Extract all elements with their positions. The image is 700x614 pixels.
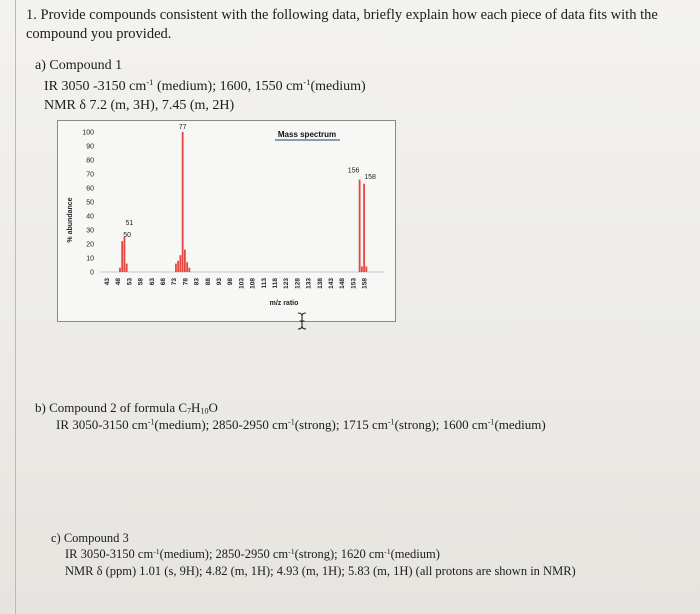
peak-label: 50	[123, 232, 132, 240]
x-tick-label: 133	[305, 278, 313, 289]
spectrum-peak	[359, 180, 361, 272]
spectrum-peak	[124, 237, 126, 272]
spectrum-peak	[365, 266, 367, 272]
part-b-label: b) Compound 2 of formula $C_7H_{10}O$	[35, 400, 218, 416]
x-tick-label: 43	[104, 278, 111, 286]
part-b-ir: IR 3050-3150 $cm^{-1}(medium)$; 2850-2950 $cm^{-1}(strong)$; 1715 $cm^{-1}(strong)$; 1600 $cm^{-1}(medium)$	[56, 417, 546, 432]
x-tick-label: 138	[316, 278, 324, 289]
x-tick-label: 58	[137, 278, 145, 286]
spectrum-peak	[119, 268, 121, 272]
x-tick-label: 78	[182, 278, 190, 286]
text-cursor-icon	[296, 312, 308, 335]
y-tick-label: 100	[82, 129, 94, 137]
spectrum-peak	[188, 268, 190, 272]
y-tick-label: 0	[90, 269, 94, 277]
part-c-ir: IR 3050-3150 $cm^{-1}(medium)$; 2850-2950 $cm^{-1}(strong)$; 1620 $cm^{-1}(medium)$	[65, 546, 440, 561]
peak-label: 158	[364, 173, 376, 181]
x-tick-label: 148	[339, 278, 347, 289]
y-tick-label: 90	[86, 143, 94, 151]
x-tick-label: 123	[283, 278, 291, 289]
spectrum-peak	[186, 262, 188, 272]
peak-label: 51	[125, 220, 134, 227]
chart-title: Mass spectrum	[277, 130, 337, 139]
peak-label: 77	[178, 124, 187, 131]
x-axis-label: m/z ratio	[269, 300, 299, 307]
chart-frame	[58, 121, 396, 322]
spectrum-peak	[177, 261, 179, 272]
y-tick-label: 80	[86, 157, 94, 165]
x-tick-label: 53	[126, 278, 134, 286]
y-tick-label: 70	[86, 171, 94, 179]
x-tick-label: 128	[294, 278, 302, 289]
x-tick-label: 103	[238, 278, 246, 289]
x-tick-label: 98	[227, 278, 235, 286]
y-tick-label: 40	[86, 213, 94, 221]
peak-label: 156	[347, 167, 360, 175]
y-tick-label: 10	[86, 255, 94, 263]
x-tick-label: 143	[328, 278, 335, 289]
x-tick-label: 93	[216, 278, 223, 286]
x-tick-label: 113	[260, 278, 268, 289]
x-tick-label: 108	[249, 278, 257, 289]
x-tick-label: 83	[193, 278, 201, 286]
x-tick-label: 48	[115, 278, 123, 286]
x-tick-label: 63	[148, 278, 156, 286]
y-tick-label: 50	[86, 199, 94, 207]
x-tick-label: 88	[204, 278, 212, 286]
margin-line	[15, 0, 16, 614]
spectrum-peak	[121, 241, 123, 272]
spectrum-peak	[182, 132, 184, 272]
spectrum-peak	[361, 266, 363, 272]
spectrum-peak	[126, 264, 128, 272]
x-tick-label: 118	[272, 278, 279, 289]
spectrum-peak	[184, 250, 186, 272]
y-tick-label: 30	[86, 227, 94, 235]
spectrum-peak	[363, 184, 365, 272]
part-a-nmr: NMR δ 7.2 (m, 3H), 7.45 (m, 2H)	[44, 98, 235, 113]
part-a-label: a) Compound 1	[35, 58, 123, 73]
y-axis-label: % abundance	[67, 197, 74, 243]
mass-spectrum-chart	[57, 120, 396, 322]
part-c-nmr: NMR δ (ppm) 1.01 (s, 9H); 4.82 (m, 1H); 4.93 (m, 1H); 5.83 (m, 1H) (all protons are shown in NMR)	[65, 564, 576, 578]
x-tick-label: 153	[350, 278, 358, 289]
part-a-ir: IR 3050 -3150 $cm^{-1}$ (medium); 1600, 1550 $cm^{-1}(medium)$	[44, 77, 366, 94]
part-c-label: c) Compound 3	[51, 531, 129, 545]
spectrum-peak	[175, 264, 177, 272]
x-tick-label: 158	[361, 278, 369, 289]
spectrum-peak	[180, 255, 182, 272]
x-tick-label: 68	[160, 278, 167, 286]
question-text: 1. Provide compounds consistent with the following data, briefly explain how each piece of data fits with the compound you provided.	[26, 7, 658, 42]
y-tick-label: 60	[86, 185, 94, 193]
x-tick-label: 73	[171, 278, 179, 286]
y-tick-label: 20	[86, 241, 94, 249]
